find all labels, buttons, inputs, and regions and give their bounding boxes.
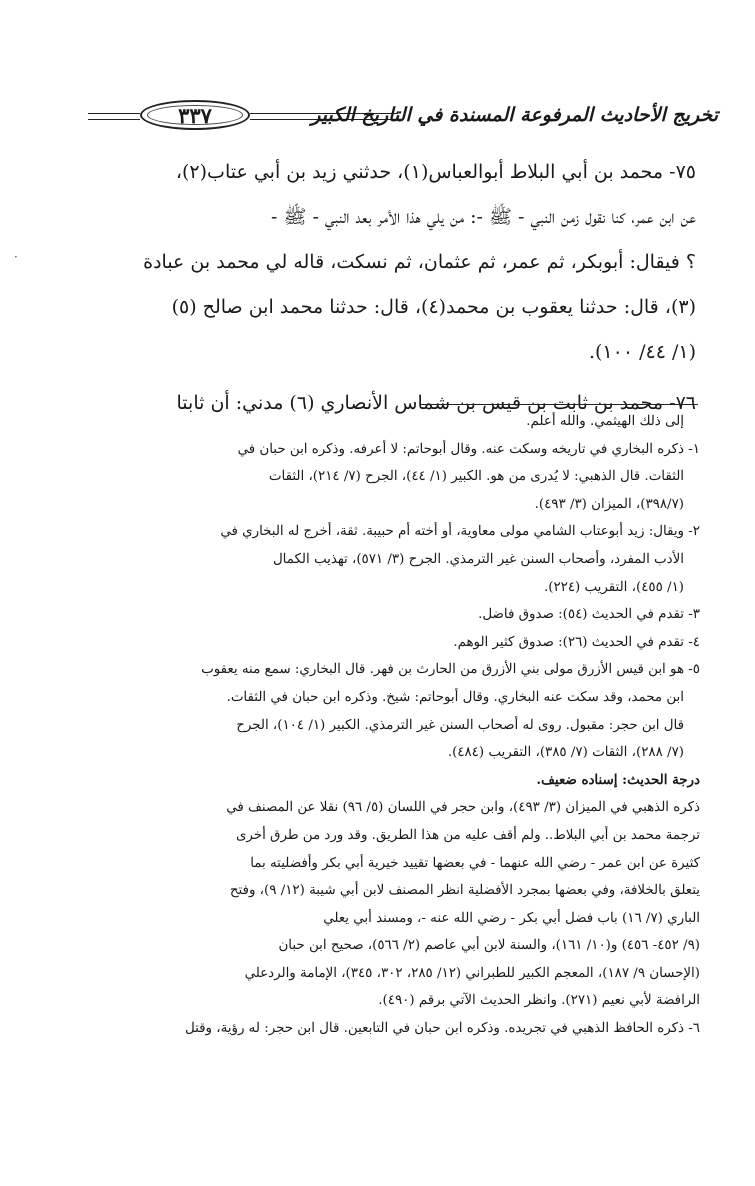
footnote-line: ذكره الذهبي في الميزان (٣/ ٤٩٣)، وابن حجر في اللسان (٥/ ٩٦) نقلا عن المصنف في: [226, 800, 700, 816]
main-text-line: (٣)، قال: حدثنا يعقوب بن محمد(٤)، قال: حدثنا محمد ابن صالح (٥): [171, 296, 696, 318]
hadith-grade-heading: درجة الحديث: إسناده ضعيف.: [536, 771, 700, 788]
footnote-divider: [420, 404, 698, 405]
footnote-line: ترجمة محمد بن أبي البلاط.. ولم أقف عليه من هذا الطريق. وقد ورد من طرق أخرى: [235, 827, 700, 843]
running-title: تخريج الأحاديث المرفوعة المسندة في التاريخ الكبير: [311, 104, 718, 126]
header-rule: [88, 113, 140, 114]
main-text-line: ؟ فيقال: أبوبكر، ثم عمر، ثم عثمان، ثم نسكت، قاله لي محمد بن عبادة: [143, 251, 696, 273]
footnote-line: (٧/ ٢٨٨)، الثقات (٧/ ٣٨٥)، التقريب (٤٨٤).: [447, 745, 684, 761]
main-text-line: (١/ ٤٤/ ١٠٠).: [588, 341, 696, 363]
main-text: [92, 150, 696, 426]
footnote-line: قال ابن حجر: مقبول. روى له أصحاب السنن غير الترمذي. الكبير (١/ ١٠٤)، الجرح: [236, 717, 684, 733]
footnotes: [90, 408, 700, 1043]
main-text-line: عن ابن عمر، كنا نقول زمن النبي - ﷺ -: من يلي هذا الأمر بعد النبي - ﷺ -: [271, 206, 696, 228]
footnote-line: الباري (٧/ ١٦) باب فضل أبي بكر - رضي الله عنه -، ومسند أبي يعلي: [323, 910, 700, 926]
footnote-line: الأدب المفرد، وأصحاب السنن غير الترمذي. الجرح (٣/ ٥٧١)، تهذيب الكمال: [272, 551, 684, 567]
footnote-line: (الإحسان ٩/ ١٨٧)، المعجم الكبير للطبراني (١٢/ ٢٨٥، ٣٠٢، ٣٤٥)، الإمامة والردعلي: [244, 965, 700, 981]
footnote-line: ٤- تقدم في الحديث (٢٦): صدوق كثير الوهم.: [453, 634, 700, 650]
main-text-line: ٧٥- محمد بن أبي البلاط أبوالعباس(١)، حدثني زيد بن أبي عتاب(٢)،: [175, 161, 696, 183]
footnote-line: إلى ذلك الهيثمي. والله أعلم.: [526, 414, 684, 429]
footnote-line: (١/ ٤٥٥)، التقريب (٢٢٤).: [543, 579, 684, 595]
footnote-line: ٢- ويقال: زيد أبوعتاب الشامي مولى معاوية، أو أخته أم حبيبة. ثقة، أخرج له البخاري في: [220, 524, 700, 540]
footnote-line: ٣- تقدم في الحديث (٥٤): صدوق فاضل.: [478, 607, 700, 623]
footnote-line: كثيرة عن ابن عمر - رضي الله عنهما - في بعضها تقييد خيرية أبي بكر وأفضليته بما: [250, 855, 700, 871]
footnote-line: ١- ذكره البخاري في تاريخه وسكت عنه. وقال أبوحاتم: لا أعرفه. وذكره ابن حبان في: [237, 441, 700, 457]
main-text-line: ٧٦- محمد بن ثابت بن قيس بن شماس الأنصاري (٦) مدني: أن ثابتا: [176, 392, 696, 414]
page-number: ٣٣٧: [140, 100, 250, 130]
footnote-line: ٥- هو ابن قيس الأزرق مولى بني الأزرق من الحارث بن فهر. قال البخاري: سمع منه يعقوب: [201, 662, 700, 678]
footnote-line: يتعلق بالخلافة، وفي بعضها بمجرد الأفضلية انظر المصنف لابن أبي شيبة (١٢/ ٩)، وفتح: [229, 883, 700, 899]
footnote-line: الرافضة لأبي نعيم (٢٧١). وانظر الحديث الآتي برقم (٤٩٠).: [378, 993, 700, 1009]
margin-mark: ·: [14, 250, 18, 264]
footnote-line: (٣٩٨/٧)، الميزان (٣/ ٤٩٣).: [534, 496, 684, 512]
footnote-line: (٩/ ٤٥٢- ٤٥٦) و(١٠/ ١٦١)، والسنة لابن أبي عاصم (٢/ ٥٦٦)، صحيح ابن حبان: [278, 938, 700, 954]
page-header: [88, 98, 718, 138]
header-rule: [88, 119, 140, 120]
footnote-line: الثقات. قال الذهبي: لا يُدرى من هو. الكبير (١/ ٤٤)، الجرح (٧/ ٢١٤)، الثقات: [268, 469, 684, 485]
footnote-line: ابن محمد، وقد سكت عنه البخاري. وقال أبوحاتم: شيخ. وذكره ابن حبان في الثقات.: [226, 689, 684, 705]
footnote-line: ٦- ذكره الحافظ الذهبي في تجريده. وذكره ابن حبان في التابعين. قال ابن حجر: له رؤية، وقتل: [184, 1021, 700, 1037]
